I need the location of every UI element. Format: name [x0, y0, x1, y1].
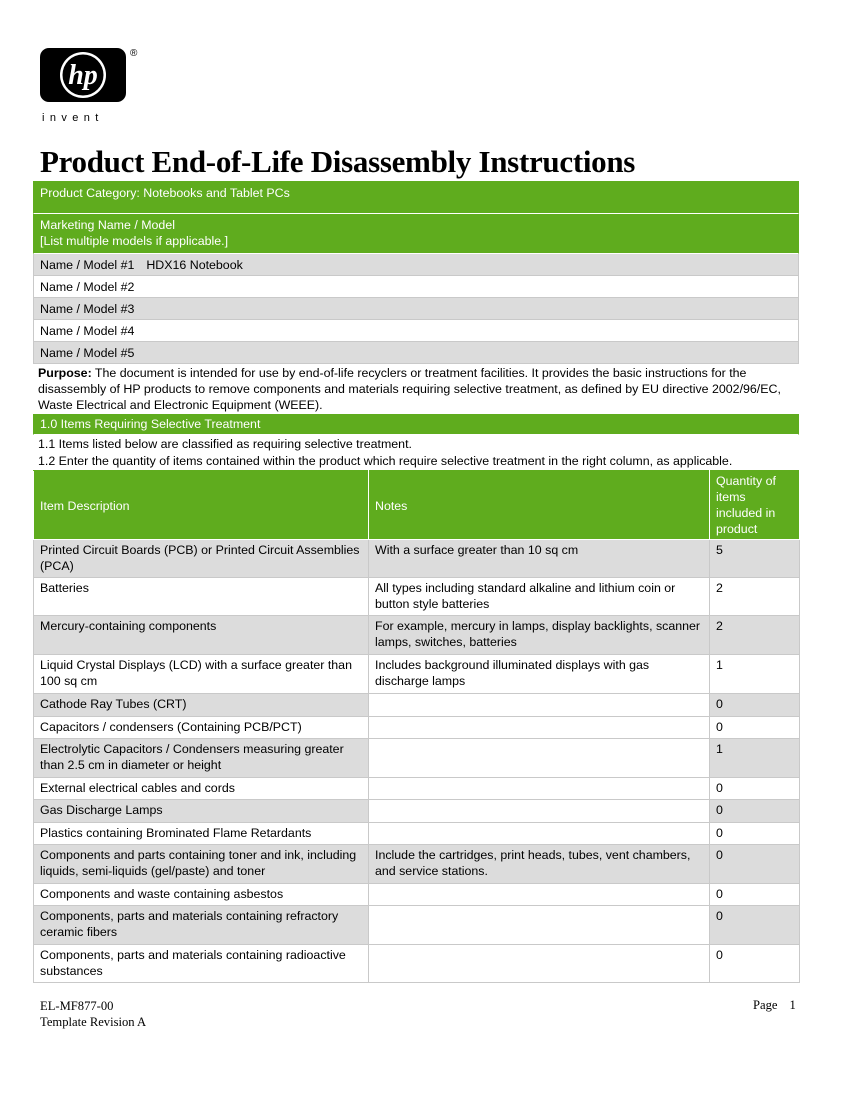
footer-left — [40, 998, 146, 1030]
model-row-2 — [33, 276, 799, 298]
item-notes: Includes background illuminated displays with gas discharge lamps — [369, 655, 710, 694]
item-quantity: 1 — [710, 655, 800, 694]
item-notes — [369, 823, 710, 845]
header-quantity: Quantity of items included in product — [710, 471, 800, 540]
selective-treatment-table — [33, 470, 800, 983]
page-label: Page — [753, 998, 778, 1012]
model-label: Name / Model #5 — [40, 346, 135, 360]
item-notes: For example, mercury in lamps, display backlights, scanner lamps, switches, batteries — [369, 616, 710, 655]
table-row — [34, 800, 800, 823]
model-label: Name / Model #1 — [40, 258, 135, 272]
hp-logo — [40, 48, 140, 124]
table-row — [34, 655, 800, 694]
disassembly-form — [33, 181, 799, 983]
table-row — [34, 884, 800, 906]
footer-page — [753, 998, 796, 1013]
purpose-label: Purpose: — [38, 366, 92, 380]
table-row — [34, 906, 800, 945]
item-description: Capacitors / condensers (Containing PCB/PCT) — [34, 717, 369, 739]
item-quantity: 0 — [710, 778, 800, 800]
table-row — [34, 945, 800, 983]
invent-tagline: invent — [42, 112, 104, 124]
header-item-description: Item Description — [34, 471, 369, 540]
item-description: Mercury-containing components — [34, 616, 369, 655]
marketing-name-row — [33, 214, 799, 254]
item-description: Batteries — [34, 578, 369, 616]
item-notes: All types including standard alkaline and lithium coin or button style batteries — [369, 578, 710, 616]
section-1-note-2: 1.2 Enter the quantity of items contained within the product which require selective treatment in the right column, as applicable. — [38, 454, 733, 468]
item-quantity: 0 — [710, 906, 800, 945]
item-notes — [369, 800, 710, 823]
item-quantity: 0 — [710, 800, 800, 823]
product-category-label: Product Category: Notebooks and Tablet PCs — [40, 186, 290, 200]
item-quantity: 0 — [710, 884, 800, 906]
table-row — [34, 778, 800, 800]
model-row-1 — [33, 254, 799, 276]
item-quantity: 2 — [710, 578, 800, 616]
table-row — [34, 739, 800, 778]
table-row — [34, 540, 800, 578]
item-description: Components and parts containing toner and ink, including liquids, semi-liquids (gel/paste) and toner — [34, 845, 369, 884]
product-category-row — [33, 181, 799, 214]
item-notes — [369, 778, 710, 800]
table-row — [34, 694, 800, 717]
item-notes — [369, 739, 710, 778]
item-description: External electrical cables and cords — [34, 778, 369, 800]
item-quantity: 0 — [710, 717, 800, 739]
table-row — [34, 845, 800, 884]
item-notes — [369, 694, 710, 717]
hp-logo-mark — [40, 48, 126, 102]
item-description: Components and waste containing asbestos — [34, 884, 369, 906]
section-1-heading — [33, 414, 799, 435]
document-id: EL-MF877-00 — [40, 999, 114, 1013]
table-row — [34, 717, 800, 739]
model-label: Name / Model #3 — [40, 302, 135, 316]
model-label: Name / Model #2 — [40, 280, 135, 294]
table-row — [34, 616, 800, 655]
item-notes — [369, 884, 710, 906]
item-quantity: 5 — [710, 540, 800, 578]
model-row-4 — [33, 320, 799, 342]
page-title: Product End-of-Life Disassembly Instructions — [40, 144, 636, 179]
hp-logo-glyph — [40, 48, 126, 102]
model-row-3 — [33, 298, 799, 320]
item-quantity: 0 — [710, 945, 800, 983]
table-row — [34, 578, 800, 616]
item-notes — [369, 906, 710, 945]
item-quantity: 2 — [710, 616, 800, 655]
marketing-name-label: Marketing Name / Model — [40, 218, 175, 232]
item-description: Gas Discharge Lamps — [34, 800, 369, 823]
page-number: 1 — [789, 998, 796, 1012]
item-quantity: 0 — [710, 694, 800, 717]
item-description: Plastics containing Brominated Flame Retardants — [34, 823, 369, 845]
item-description: Electrolytic Capacitors / Condensers measuring greater than 2.5 cm in diameter or height — [34, 739, 369, 778]
item-notes: Include the cartridges, print heads, tubes, vent chambers, and service stations. — [369, 845, 710, 884]
item-quantity: 0 — [710, 823, 800, 845]
item-notes: With a surface greater than 10 sq cm — [369, 540, 710, 578]
item-notes — [369, 717, 710, 739]
registered-mark: ® — [130, 48, 138, 59]
model-value: HDX16 Notebook — [146, 258, 243, 272]
marketing-name-hint: [List multiple models if applicable.] — [40, 234, 229, 248]
template-revision: Template Revision A — [40, 1015, 147, 1029]
item-description: Liquid Crystal Displays (LCD) with a surface greater than 100 sq cm — [34, 655, 369, 694]
header-notes: Notes — [369, 471, 710, 540]
item-description: Components, parts and materials containing refractory ceramic fibers — [34, 906, 369, 945]
item-quantity: 0 — [710, 845, 800, 884]
item-quantity: 1 — [710, 739, 800, 778]
item-description: Printed Circuit Boards (PCB) or Printed Circuit Assemblies (PCA) — [34, 540, 369, 578]
table-header-row — [34, 471, 800, 540]
model-row-5 — [33, 342, 799, 364]
item-description: Components, parts and materials containing radioactive substances — [34, 945, 369, 983]
table-row — [34, 823, 800, 845]
purpose-text: The document is intended for use by end-of-life recyclers or treatment facilities. It provides the basic instructions for the disassembly of HP products to remove components and materials requiring selective treatment, as defined by EU directive 2002/96/EC, Waste Electrical and Electronic Equipment (WEEE). — [38, 366, 781, 412]
model-label: Name / Model #4 — [40, 324, 135, 338]
item-notes — [369, 945, 710, 983]
item-description: Cathode Ray Tubes (CRT) — [34, 694, 369, 717]
section-1-note-1: 1.1 Items listed below are classified as requiring selective treatment. — [38, 437, 412, 451]
purpose-paragraph — [33, 364, 803, 413]
svg-text:hp: hp — [68, 60, 98, 91]
section-1-title: 1.0 Items Requiring Selective Treatment — [40, 417, 261, 431]
